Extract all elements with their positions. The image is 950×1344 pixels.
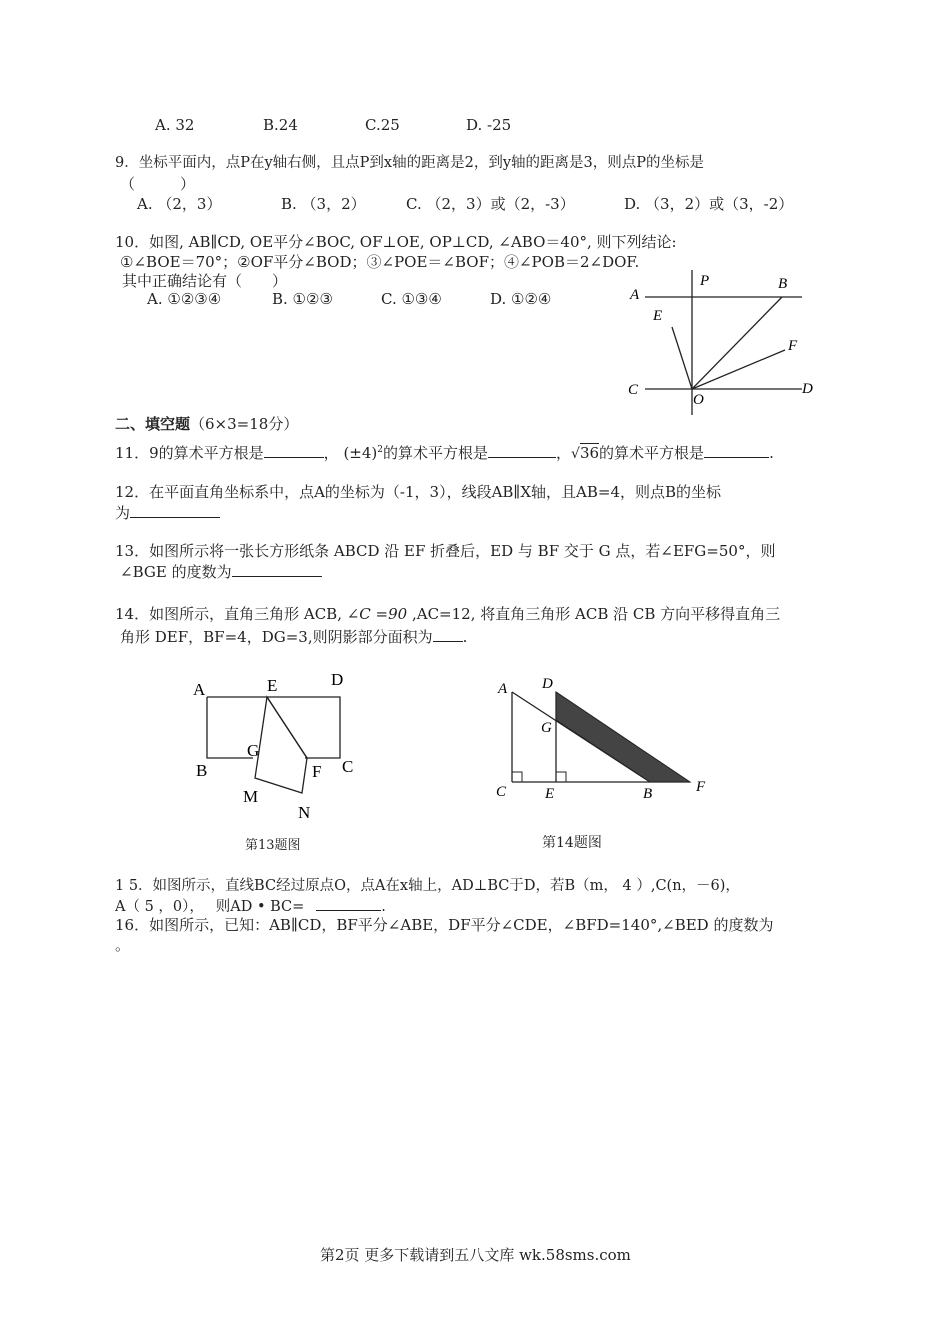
fig14-label-e: E: [545, 786, 555, 802]
q11: 11．9的算术平方根是 ， $(\pm 4)^2$的算术平方根是 ，√36的算术平方根是 .: [115, 444, 774, 462]
q15-end: .: [381, 899, 386, 915]
q11-part4: 的算术平方根是: [599, 444, 705, 462]
q14-part1: 14．如图所示，直角三角形 ACB,: [115, 605, 347, 623]
fig14-label-c: C: [496, 784, 507, 800]
q12-line1: 12．在平面直角坐标系中，点A的坐标为（-1，3），线段AB∥X轴，且AB=4，则点B的坐标: [115, 483, 722, 501]
fig10-label-p: P: [700, 273, 710, 289]
fig13-caption: 第13题图: [245, 838, 301, 853]
q11-blank-2: [488, 443, 556, 458]
q15-line1: 1 5．如图所示，直线BC经过原点O，点A在x轴上，AD⊥BC于D，若B（m， 4 ）,C(n，－6)，: [115, 878, 740, 894]
fig14-label-g: G: [541, 720, 552, 736]
q13-line2: [120, 562, 322, 582]
fig14-right-angle-c: [512, 772, 522, 782]
q11-expr: (±4): [343, 444, 378, 462]
q9-stem: 9．坐标平面内，点P在y轴右侧，且点P到x轴的距离是2，到y轴的距离是3，则点P的坐标是: [115, 155, 705, 171]
q13-figure: [185, 665, 365, 825]
q9-option-c: C. （2，3）或（2，-3）: [406, 195, 575, 213]
q9-paren: （ ）: [120, 175, 196, 193]
q11-part1: 11．9的算术平方根是: [115, 444, 264, 462]
fig14-right-angle-e: [556, 772, 566, 782]
fig10-label-f: F: [788, 338, 798, 354]
q10-stem: 10．如图, AB∥CD, OE平分∠BOC, OF⊥OE, OP⊥CD, ∠ABO＝40°, 则下列结论:: [115, 233, 677, 251]
fig10-label-o: O: [693, 392, 704, 408]
page-footer: 第2页 更多下载请到五八文库 wk.58sms.com: [320, 1246, 631, 1264]
fig10-label-b: B: [778, 276, 788, 292]
q10-ask: 其中正确结论有（ ）: [122, 272, 288, 290]
fig10-label-e: E: [653, 308, 663, 324]
q8-option-a: A. 32: [155, 116, 195, 134]
fig13-label-n: N: [298, 803, 311, 822]
q14-figure: [490, 672, 720, 812]
fig14-label-f: F: [696, 779, 706, 795]
section2-score: （6×3=18分）: [190, 415, 299, 433]
fig13-line-ef: [267, 697, 307, 758]
q11-blank-3: [704, 443, 769, 458]
fig14-shaded-region: [556, 692, 690, 782]
q8-option-c: C.25: [365, 116, 400, 134]
fig13-label-e: E: [267, 676, 278, 695]
q11-sqrt-value: 36: [579, 444, 600, 462]
q11-blank-1: [264, 443, 324, 458]
fig13-label-c: C: [342, 757, 354, 776]
fig14-label-a: A: [498, 681, 508, 697]
q12-blank: [130, 503, 220, 518]
q9-option-d: D. （3，2）或（3，-2）: [624, 195, 794, 213]
section2-title: 二、填空题: [115, 415, 191, 433]
q9-option-b: B. （3，2）: [281, 195, 366, 213]
q10-option-c: C. ①③④: [381, 290, 442, 308]
line-oe: [672, 327, 692, 389]
fig10-label-d: D: [802, 381, 813, 397]
line-ob: [692, 297, 782, 389]
q12-prefix: 为: [115, 504, 131, 522]
fig14-label-b: B: [643, 786, 653, 802]
fig14-caption: 第14题图: [542, 835, 602, 851]
fig13-label-d: D: [331, 670, 344, 689]
q15-blank: [316, 896, 381, 911]
q13-line1: 13．如图所示将一张长方形纸条 ABCD 沿 EF 折叠后，ED 与 BF 交于 G 点，若∠EFG=50°，则: [115, 542, 776, 560]
q11-exponent: 2: [377, 445, 383, 455]
q8-option-b: B.24: [263, 116, 298, 134]
q14-prefix: 角形 DEF，BF=4，DG=3,则阴影部分面积为: [120, 628, 433, 646]
q10-option-a: A. ①②③④: [147, 290, 222, 308]
q12-line2: [115, 503, 220, 523]
q14-blank: [433, 627, 463, 642]
fig13-label-b: B: [196, 761, 208, 780]
q15-prefix: A（ 5 ，0）， 则AD • BC=: [115, 899, 305, 915]
q14-part2: ,AC=12, 将直角三角形 ACB 沿 CB 方向平移得直角三: [407, 605, 781, 623]
q14-end: .: [462, 628, 468, 646]
q11-part3: 的算术平方根是: [383, 444, 489, 462]
q13-prefix: ∠BGE 的度数为: [120, 563, 232, 581]
section2-heading: [115, 414, 298, 434]
fig14-label-d: D: [542, 676, 553, 692]
q13-blank: [232, 562, 322, 577]
line-of: [692, 350, 785, 389]
fig10-label-a: A: [630, 287, 640, 303]
q16-line1: 16．如图所示，已知：AB∥CD，BF平分∠ABE，DF平分∠CDE，∠BFD=140°,∠BED 的度数为: [115, 916, 774, 934]
q8-option-d: D. -25: [466, 116, 512, 134]
q11-part2: ，: [323, 444, 339, 462]
fig13-label-f: F: [312, 762, 322, 781]
q14-angle: ∠C =90: [346, 605, 408, 623]
q11-end: .: [769, 444, 774, 462]
q14-line2: [120, 627, 467, 647]
fig13-label-a: A: [193, 680, 206, 699]
fig13-label-m: M: [243, 787, 259, 806]
q15-line2: [115, 896, 386, 917]
q9-option-a: A. （2，3）: [137, 195, 222, 213]
q10-figure: [620, 265, 820, 415]
q14-line1: [115, 604, 780, 624]
q10-option-b: B. ①②③: [272, 290, 333, 308]
fig10-label-c: C: [628, 382, 639, 398]
q10-conclusions: ①∠BOE＝70°；②OF平分∠BOD；③∠POE＝∠BOF；④∠POB＝2∠DOF.: [120, 253, 640, 271]
fig13-label-g: G: [247, 741, 260, 760]
q10-option-d: D. ①②④: [490, 290, 552, 308]
q16-line2: 。: [115, 936, 131, 954]
